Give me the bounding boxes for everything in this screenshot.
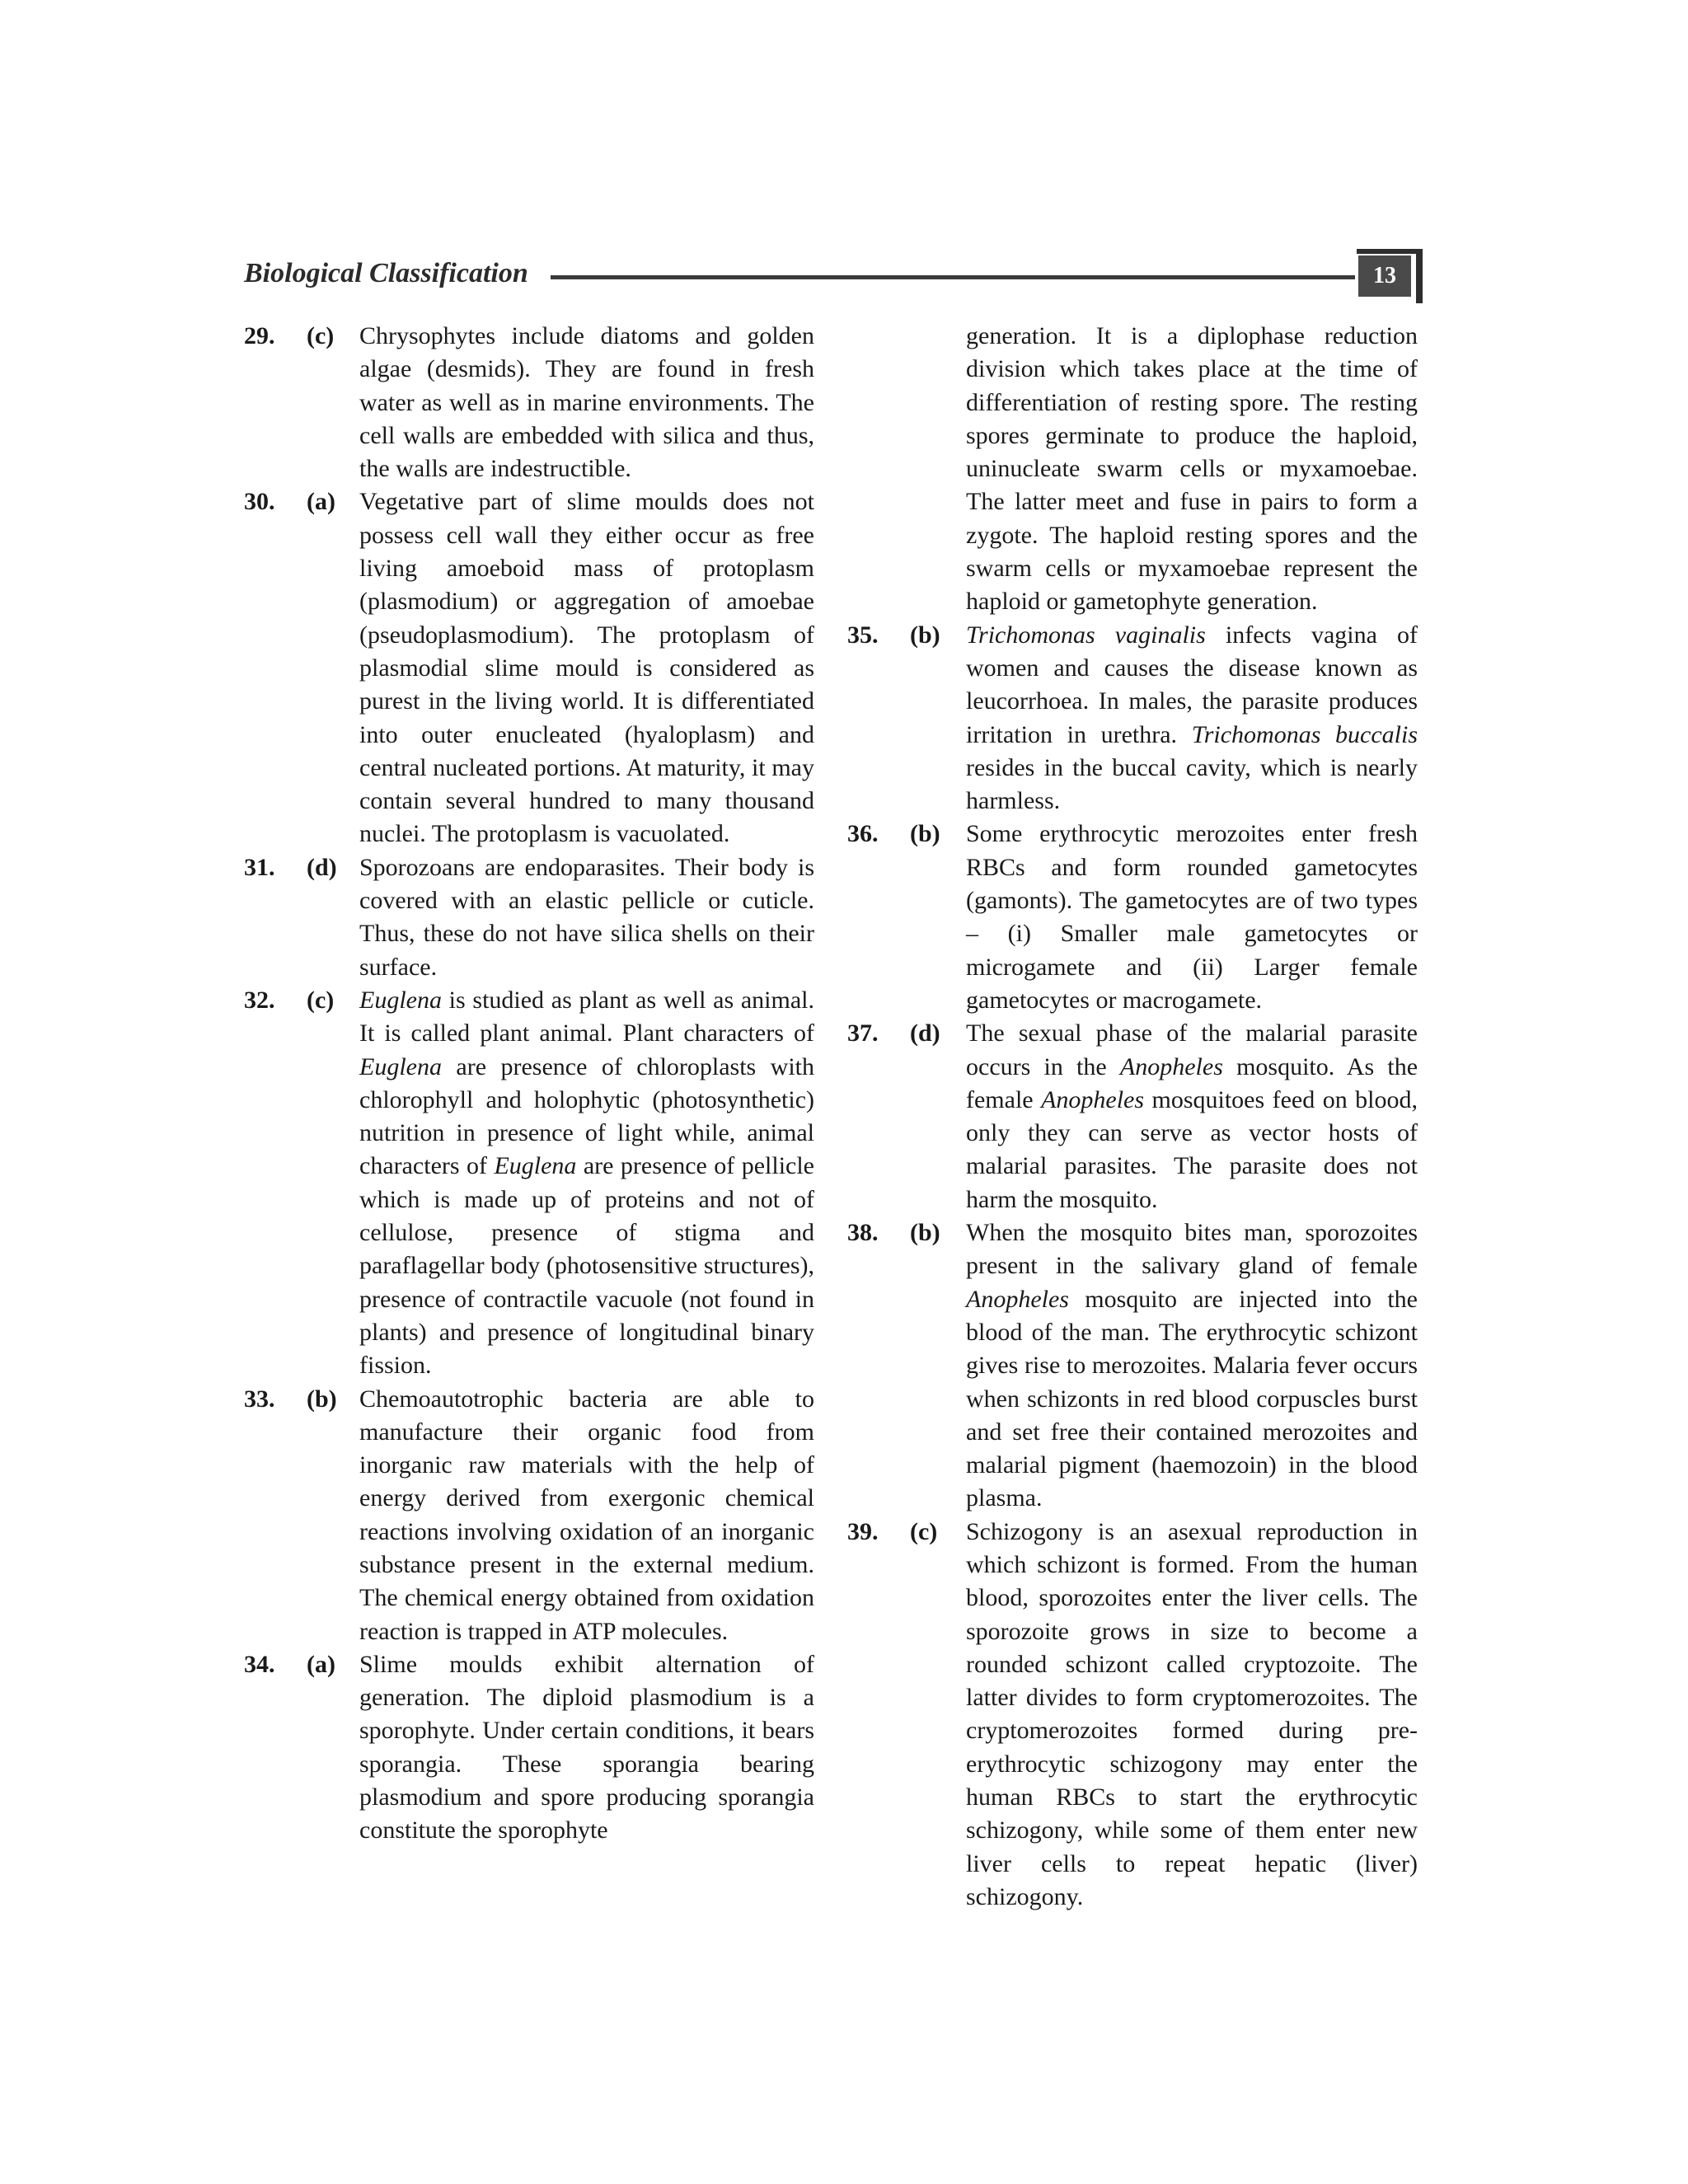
answer-explanation: Trichomonas vaginalis infects vagina of women and causes the disease known as leucorrhoea. In males, the parasite produces irritation in urethra. Trichomonas buccalis resides in the buccal cavity, which is nearly harmless. — [966, 621, 1418, 815]
answer-option: (b) — [910, 621, 940, 649]
species-name: Anopheles — [966, 1285, 1069, 1313]
question-number: 36. — [847, 820, 879, 848]
answer-35 — [847, 619, 1418, 818]
answer-39 — [847, 1516, 1418, 1915]
answer-33 — [244, 1383, 814, 1648]
answer-option: (d) — [910, 1019, 940, 1047]
answer-explanation: Euglena is studied as plant as well as animal. It is called plant animal. Plant characters of Euglena are presence of chloroplasts with chlorophyll and holophytic (photosynthetic) nutrition in presence of light while, animal characters of Euglena are presence of pellicle which is made up of proteins and not of cellulose, presence of stigma and paraflagellar body (photosensitive structures), presence of contractile vacuole (not found in plants) and presence of longitudinal binary fission. — [359, 986, 814, 1380]
question-number: 33. — [244, 1385, 275, 1413]
answer-explanation: Schizogony is an asexual reproduction in which schizont is formed. From the human blood, sporozoites enter the liver cells. The sporozoite grows in size to become a rounded schizont called cryptozoite. The latter divides to form cryptomerozoites. The cryptomerozoites formed during pre-erythrocytic schizogony may enter the human RBCs to start the erythrocytic schizogony, while some of them enter new liver cells to repeat hepatic (liver) schizogony. — [966, 1517, 1418, 1910]
species-name: Anopheles — [1041, 1085, 1145, 1113]
question-number: 34. — [244, 1650, 275, 1678]
question-number: 29. — [244, 322, 275, 349]
answer-explanation: When the mosquito bites man, sporozoites present in the salivary gland of female Anopheles mosquito are injected into the blood of the man. The erythrocytic schizont gives rise to merozoites. Malaria fever occurs when schizonts in red blood corpuscles burst and set free their contained merozoites and malarial pigment (haemozoin) in the blood plasma. — [966, 1219, 1418, 1512]
species-name: Euglena — [359, 986, 442, 1014]
answer-explanation: Chemoautotrophic bacteria are able to manufacture their organic food from inorganic raw materials with the help of energy derived from exergonic chemical reactions involving oxidation of an inorganic substance present in the external medium. The chemical energy obtained from oxidation reaction is trapped in ATP molecules. — [359, 1385, 814, 1645]
answer-option: (c) — [307, 322, 335, 349]
answer-38 — [847, 1216, 1418, 1516]
answer-option: (a) — [307, 1650, 335, 1678]
answer-option: (b) — [307, 1385, 337, 1413]
species-name: Euglena — [494, 1152, 577, 1180]
page-number-frame — [1357, 249, 1423, 254]
question-number: 39. — [847, 1517, 879, 1545]
answer-option: (b) — [910, 820, 940, 848]
page-number-frame-side — [1416, 249, 1423, 303]
answer-explanation: Chrysophytes include diatoms and golden algae (desmids). They are found in fresh water as well as in marine environments. The cell walls are embedded with silica and thus, the walls are indestructible. — [359, 322, 814, 483]
question-number: 30. — [244, 488, 275, 516]
answer-option: (c) — [910, 1517, 938, 1545]
answer-option: (d) — [307, 853, 337, 881]
species-name: Anopheles — [1119, 1052, 1223, 1080]
species-name: Trichomonas buccalis — [1191, 720, 1418, 748]
answer-explanation: Sporozoans are endoparasites. Their body is covered with an elastic pellicle or cuticle. Thus, these do not have silica shells on their surface. — [359, 853, 814, 981]
chapter-title: Biological Classification — [244, 258, 528, 288]
answer-option: (b) — [910, 1219, 940, 1247]
answer-29 — [244, 320, 814, 485]
answer-explanation: The sexual phase of the malarial parasite occurs in the Anopheles mosquito. As the female Anopheles mosquitoes feed on blood, only they can serve as vector hosts of malarial parasites. The parasite does not harm the mosquito. — [966, 1019, 1418, 1213]
header-rule — [551, 275, 1355, 279]
right-column — [847, 320, 1418, 1914]
question-number: 37. — [847, 1019, 879, 1047]
answer-option: (a) — [307, 488, 335, 516]
answer-explanation: Vegetative part of slime moulds does not possess cell wall they either occur as free living amoeboid mass of protoplasm (plasmodium) or aggregation of amoebae (pseudoplasmodium). The protoplasm of plasmodial slime mould is considered as purest in the living world. It is differentiated into outer enucleated (hyaloplasm) and central nucleated portions. At maturity, it may contain several hundred to many thousand nuclei. The protoplasm is vacuolated. — [359, 488, 814, 848]
question-number: 35. — [847, 621, 879, 649]
species-name: Euglena — [359, 1052, 442, 1080]
answer-36 — [847, 818, 1418, 1017]
answer-31 — [244, 851, 814, 984]
answer-34-continued — [847, 320, 1418, 619]
answer-explanation: generation. It is a diplophase reduction division which takes place at the time of differentiation of resting spore. The resting spores germinate to produce the haploid, uninucleate swarm cells or myxamoebae. The latter meet and fuse in pairs to form a zygote. The haploid resting spores and the swarm cells or myxamoebae represent the haploid or gametophyte generation. — [966, 322, 1418, 616]
answer-37 — [847, 1017, 1418, 1216]
page-number: 13 — [1358, 255, 1411, 297]
question-number: 38. — [847, 1219, 879, 1247]
answer-34 — [244, 1648, 814, 1848]
answer-explanation: Slime moulds exhibit alternation of generation. The diploid plasmodium is a sporophyte. Under certain conditions, it bears sporangia. These sporangia bearing plasmodium and spore producing sporangia constitute the sporophyte — [359, 1650, 814, 1844]
page-header — [244, 255, 1423, 302]
left-column — [244, 320, 814, 1848]
question-number: 32. — [244, 986, 275, 1014]
answer-30 — [244, 485, 814, 851]
answer-explanation: Some erythrocytic merozoites enter fresh RBCs and form rounded gametocytes (gamonts). The gametocytes are of two types – (i) Smaller male gametocytes or microgamete and (ii) Larger female gametocytes or macrogamete. — [966, 820, 1418, 1014]
question-number: 31. — [244, 853, 275, 881]
answer-32 — [244, 984, 814, 1383]
answer-option: (c) — [307, 986, 335, 1014]
species-name: Trichomonas vaginalis — [966, 621, 1206, 649]
